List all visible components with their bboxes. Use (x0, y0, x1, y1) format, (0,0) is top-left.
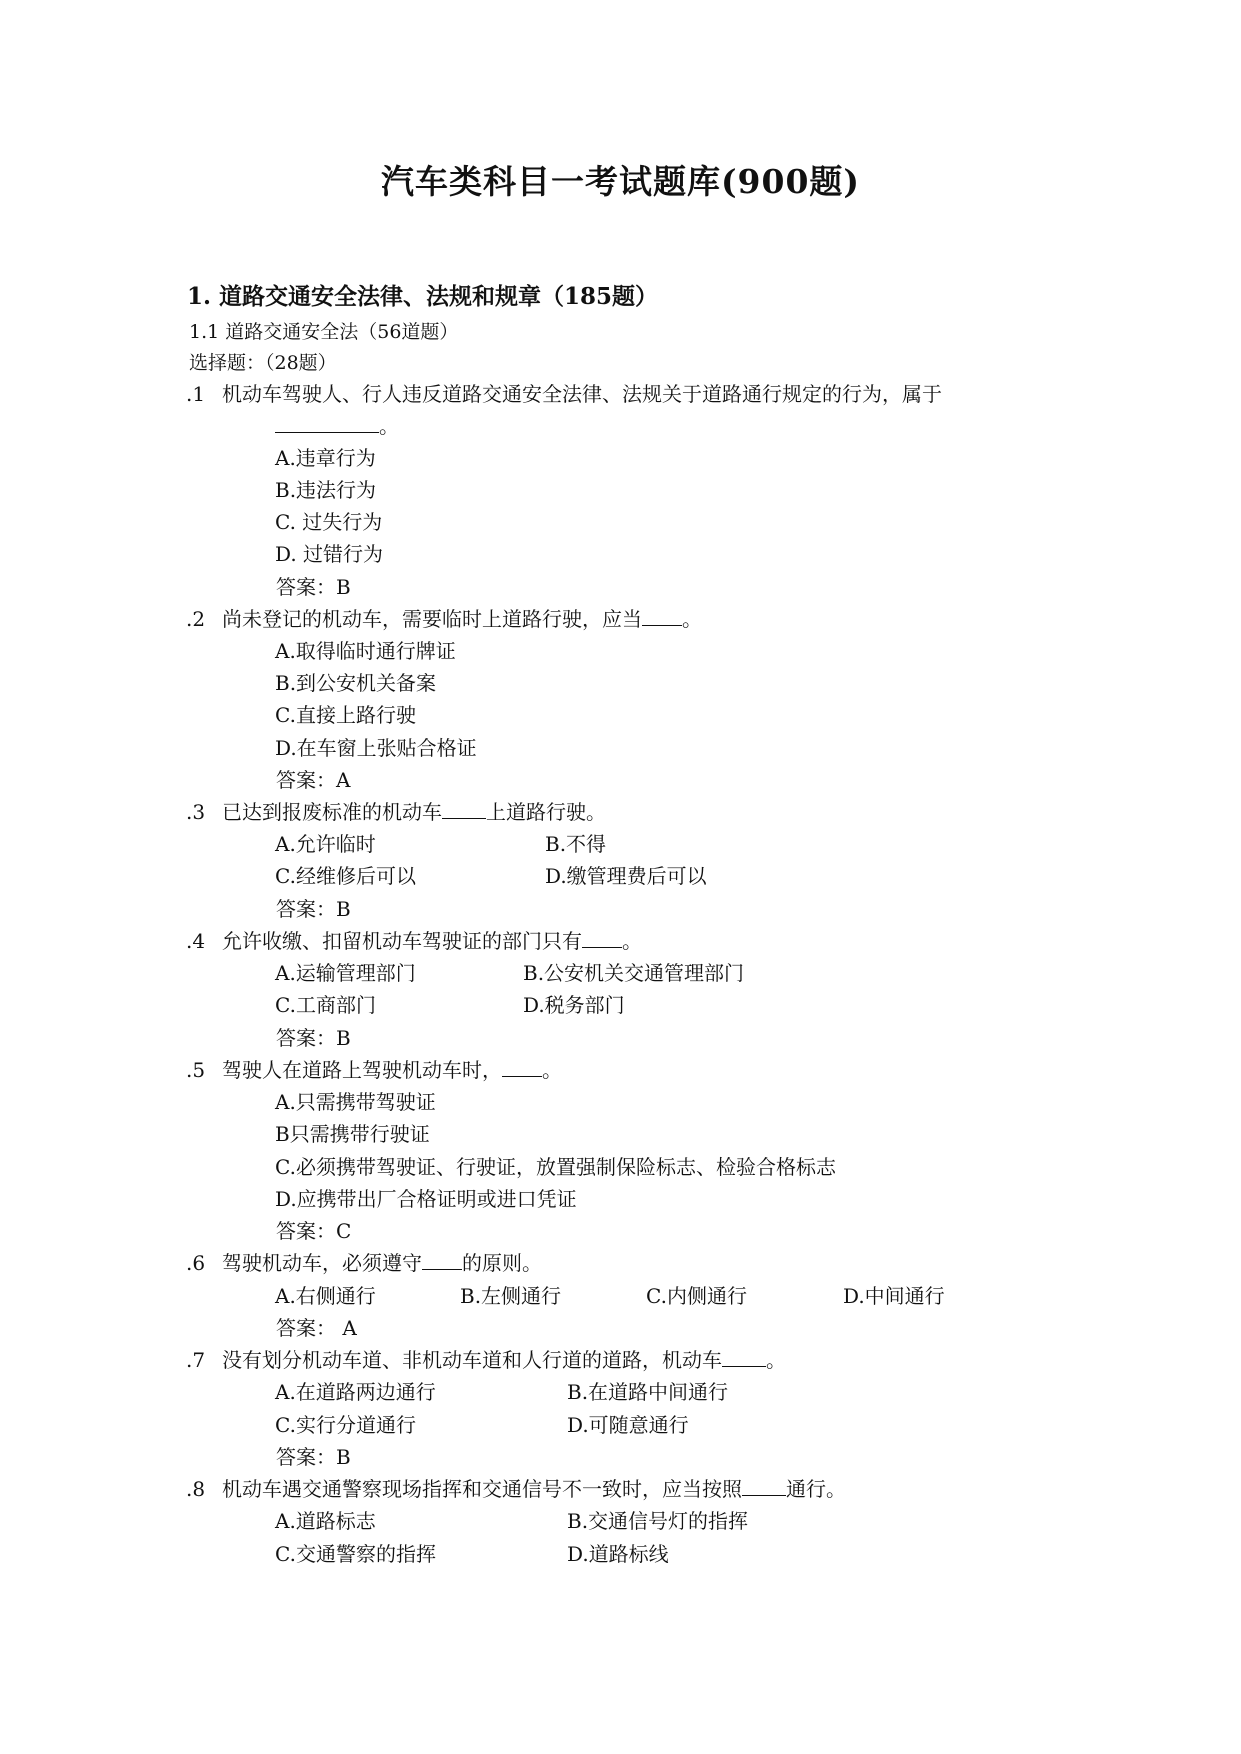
document-title: 汽车类科目一考试题库(900题) (380, 162, 861, 201)
answer-blank (722, 1346, 766, 1367)
answer: 答案：C (276, 1219, 352, 1243)
answer: 答案：B (276, 575, 351, 599)
option: A.只需携带驾驶证 (275, 1090, 436, 1114)
option: B.到公安机关备案 (275, 671, 437, 695)
option: A.取得临时通行牌证 (275, 639, 456, 663)
question-stem: .3 已达到报废标准的机动车 上道路行驶。 (186, 800, 606, 824)
answer-blank (742, 1475, 786, 1496)
question-stem: .7 没有划分机动车道、非机动车道和人行道的道路，机动车 。 (186, 1348, 786, 1372)
question-stem-continuation: 。 (275, 412, 399, 440)
option: C.经维修后可以 (275, 864, 416, 888)
option: B.不得 (545, 832, 607, 856)
answer: 答案：B (276, 1026, 351, 1050)
option: A.运输管理部门 (275, 961, 416, 985)
answer-blank (642, 605, 682, 626)
option: B只需携带行驶证 (275, 1122, 430, 1146)
option: B.违法行为 (275, 478, 377, 502)
answer-blank (502, 1056, 542, 1077)
option: A.道路标志 (275, 1509, 376, 1533)
option: D.税务部门 (523, 993, 625, 1017)
option: C.内侧通行 (646, 1284, 747, 1308)
answer: 答案：B (276, 1445, 351, 1469)
answer: 答案：A (276, 768, 351, 792)
section-heading: 1. 道路交通安全法律、法规和规章（185题） (187, 283, 659, 310)
option: C.交通警察的指挥 (275, 1542, 436, 1566)
option: D.中间通行 (843, 1284, 945, 1308)
option: C. 过失行为 (275, 510, 383, 534)
question-stem: .2 尚未登记的机动车，需要临时上道路行驶，应当 。 (186, 607, 702, 631)
question-stem: .8 机动车遇交通警察现场指挥和交通信号不一致时，应当按照 通行。 (186, 1477, 846, 1501)
option: A.右侧通行 (275, 1284, 376, 1308)
option: B.左侧通行 (460, 1284, 562, 1308)
question-stem (186, 380, 942, 408)
question-text: 机动车驾驶人、行人违反道路交通安全法律、法规关于道路通行规定的行为，属于 (222, 382, 942, 406)
option: D. 过错行为 (275, 542, 384, 566)
option: A.违章行为 (275, 446, 376, 470)
question-stem: .5 驾驶人在道路上驾驶机动车时， 。 (186, 1058, 562, 1082)
answer: 答案：B (276, 897, 351, 921)
option: C.必须携带驾驶证、行驶证，放置强制保险标志、检验合格标志 (275, 1155, 836, 1179)
option: D.缴管理费后可以 (545, 864, 707, 888)
option: A.在道路两边通行 (275, 1380, 436, 1404)
answer-blank (422, 1249, 462, 1270)
option: C.直接上路行驶 (275, 703, 416, 727)
answer: 答案： A (276, 1316, 357, 1340)
option: D.可随意通行 (567, 1413, 689, 1437)
option: D.道路标线 (567, 1542, 669, 1566)
option: D.应携带出厂合格证明或进口凭证 (275, 1187, 577, 1211)
option: B.公安机关交通管理部门 (523, 961, 745, 985)
subsection-heading: 1.1 道路交通安全法（56道题） (189, 321, 459, 343)
option: C.工商部门 (275, 993, 376, 1017)
option: B.交通信号灯的指挥 (567, 1509, 749, 1533)
question-stem: .4 允许收缴、扣留机动车驾驶证的部门只有 。 (186, 929, 642, 953)
option: A.允许临时 (275, 832, 376, 856)
option: B.在道路中间通行 (567, 1380, 729, 1404)
answer-blank (582, 927, 622, 948)
option: C.实行分道通行 (275, 1413, 416, 1437)
question-number: .1 (186, 382, 206, 406)
answer-blank (275, 412, 379, 433)
option: D.在车窗上张贴合格证 (275, 736, 477, 760)
answer-blank (442, 798, 486, 819)
question-stem: .6 驾驶机动车，必须遵守 的原则。 (186, 1251, 542, 1275)
question-type-label: 选择题：（28题） (189, 352, 337, 374)
